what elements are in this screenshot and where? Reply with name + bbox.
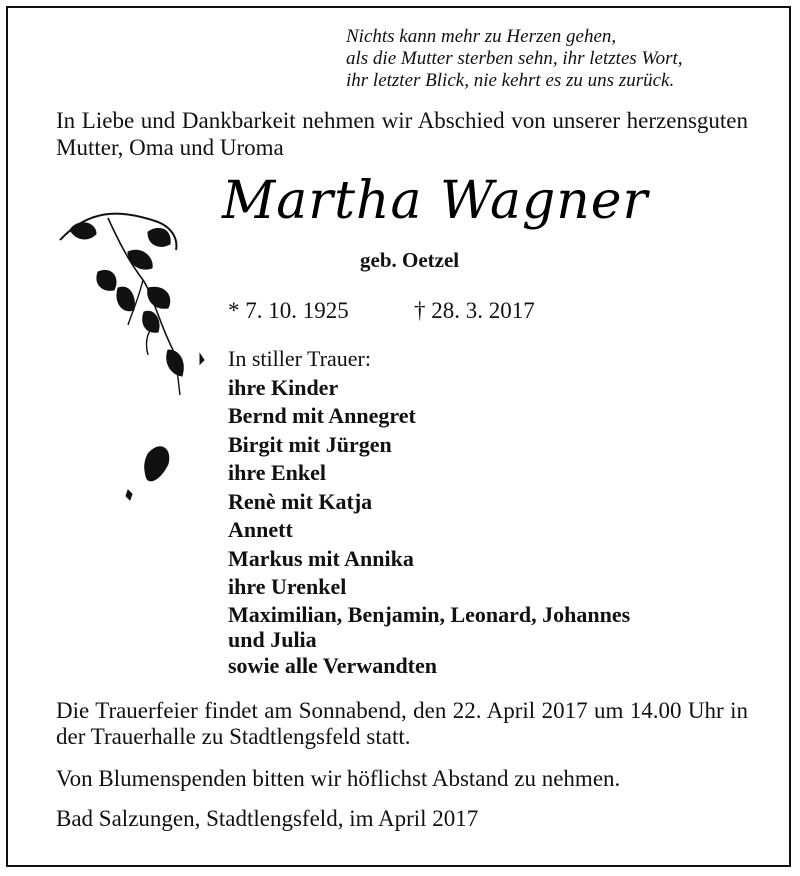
mourner-line: Markus mit Annika xyxy=(228,545,414,571)
ceremony-text: Die Trauerfeier findet am Sonnabend, den 22. April 2017 um 14.00 Uhr in der Trauerhalle zu Stadtlengsfeld statt. xyxy=(56,698,748,749)
poem-line: Nichts kann mehr zu Herzen gehen, xyxy=(346,26,617,47)
mourner-line: Maximilian, Benjamin, Leonard, Johannes xyxy=(228,601,631,627)
mourner-line: ihre Enkel xyxy=(228,460,327,485)
intro-text: In Liebe und Dankbarkeit nehmen wir Abschied von unserer herzensguten Mutter, Oma und Uroma xyxy=(56,108,748,160)
birth-date: * 7. 10. 1925 xyxy=(228,298,349,323)
death-date: † 28. 3. 2017 xyxy=(414,298,535,323)
mourner-line: ihre Urenkel xyxy=(228,574,347,599)
flowers-note: Von Blumenspenden bitten wir höflichst Abstand zu nehmen. xyxy=(56,766,621,791)
mourner-line: Bernd mit Annegret xyxy=(228,403,416,428)
place-date: Bad Salzungen, Stadtlengsfeld, im April 2017 xyxy=(56,806,479,831)
poem-line: ihr letzter Blick, nie kehrt es zu uns zurück. xyxy=(346,70,675,91)
poem-line: als die Mutter sterben sehn, ihr letztes Wort, xyxy=(346,48,683,69)
deceased-name: Martha Wagner xyxy=(222,171,649,231)
maiden-name: geb. Oetzel xyxy=(360,248,460,272)
mourners-heading: In stiller Trauer: xyxy=(228,346,371,371)
mourner-line: und Julia xyxy=(228,626,317,652)
mourner-line: Birgit mit Jürgen xyxy=(228,431,392,457)
mourner-line: sowie alle Verwandten xyxy=(228,652,437,678)
poem xyxy=(346,26,766,92)
mourners-block xyxy=(228,345,748,680)
branch-leaves-icon xyxy=(48,200,223,520)
mourner-line: Renè mit Katja xyxy=(228,488,373,514)
mourner-line: ihre Kinder xyxy=(228,374,339,400)
mourner-line: Annett xyxy=(228,517,293,542)
